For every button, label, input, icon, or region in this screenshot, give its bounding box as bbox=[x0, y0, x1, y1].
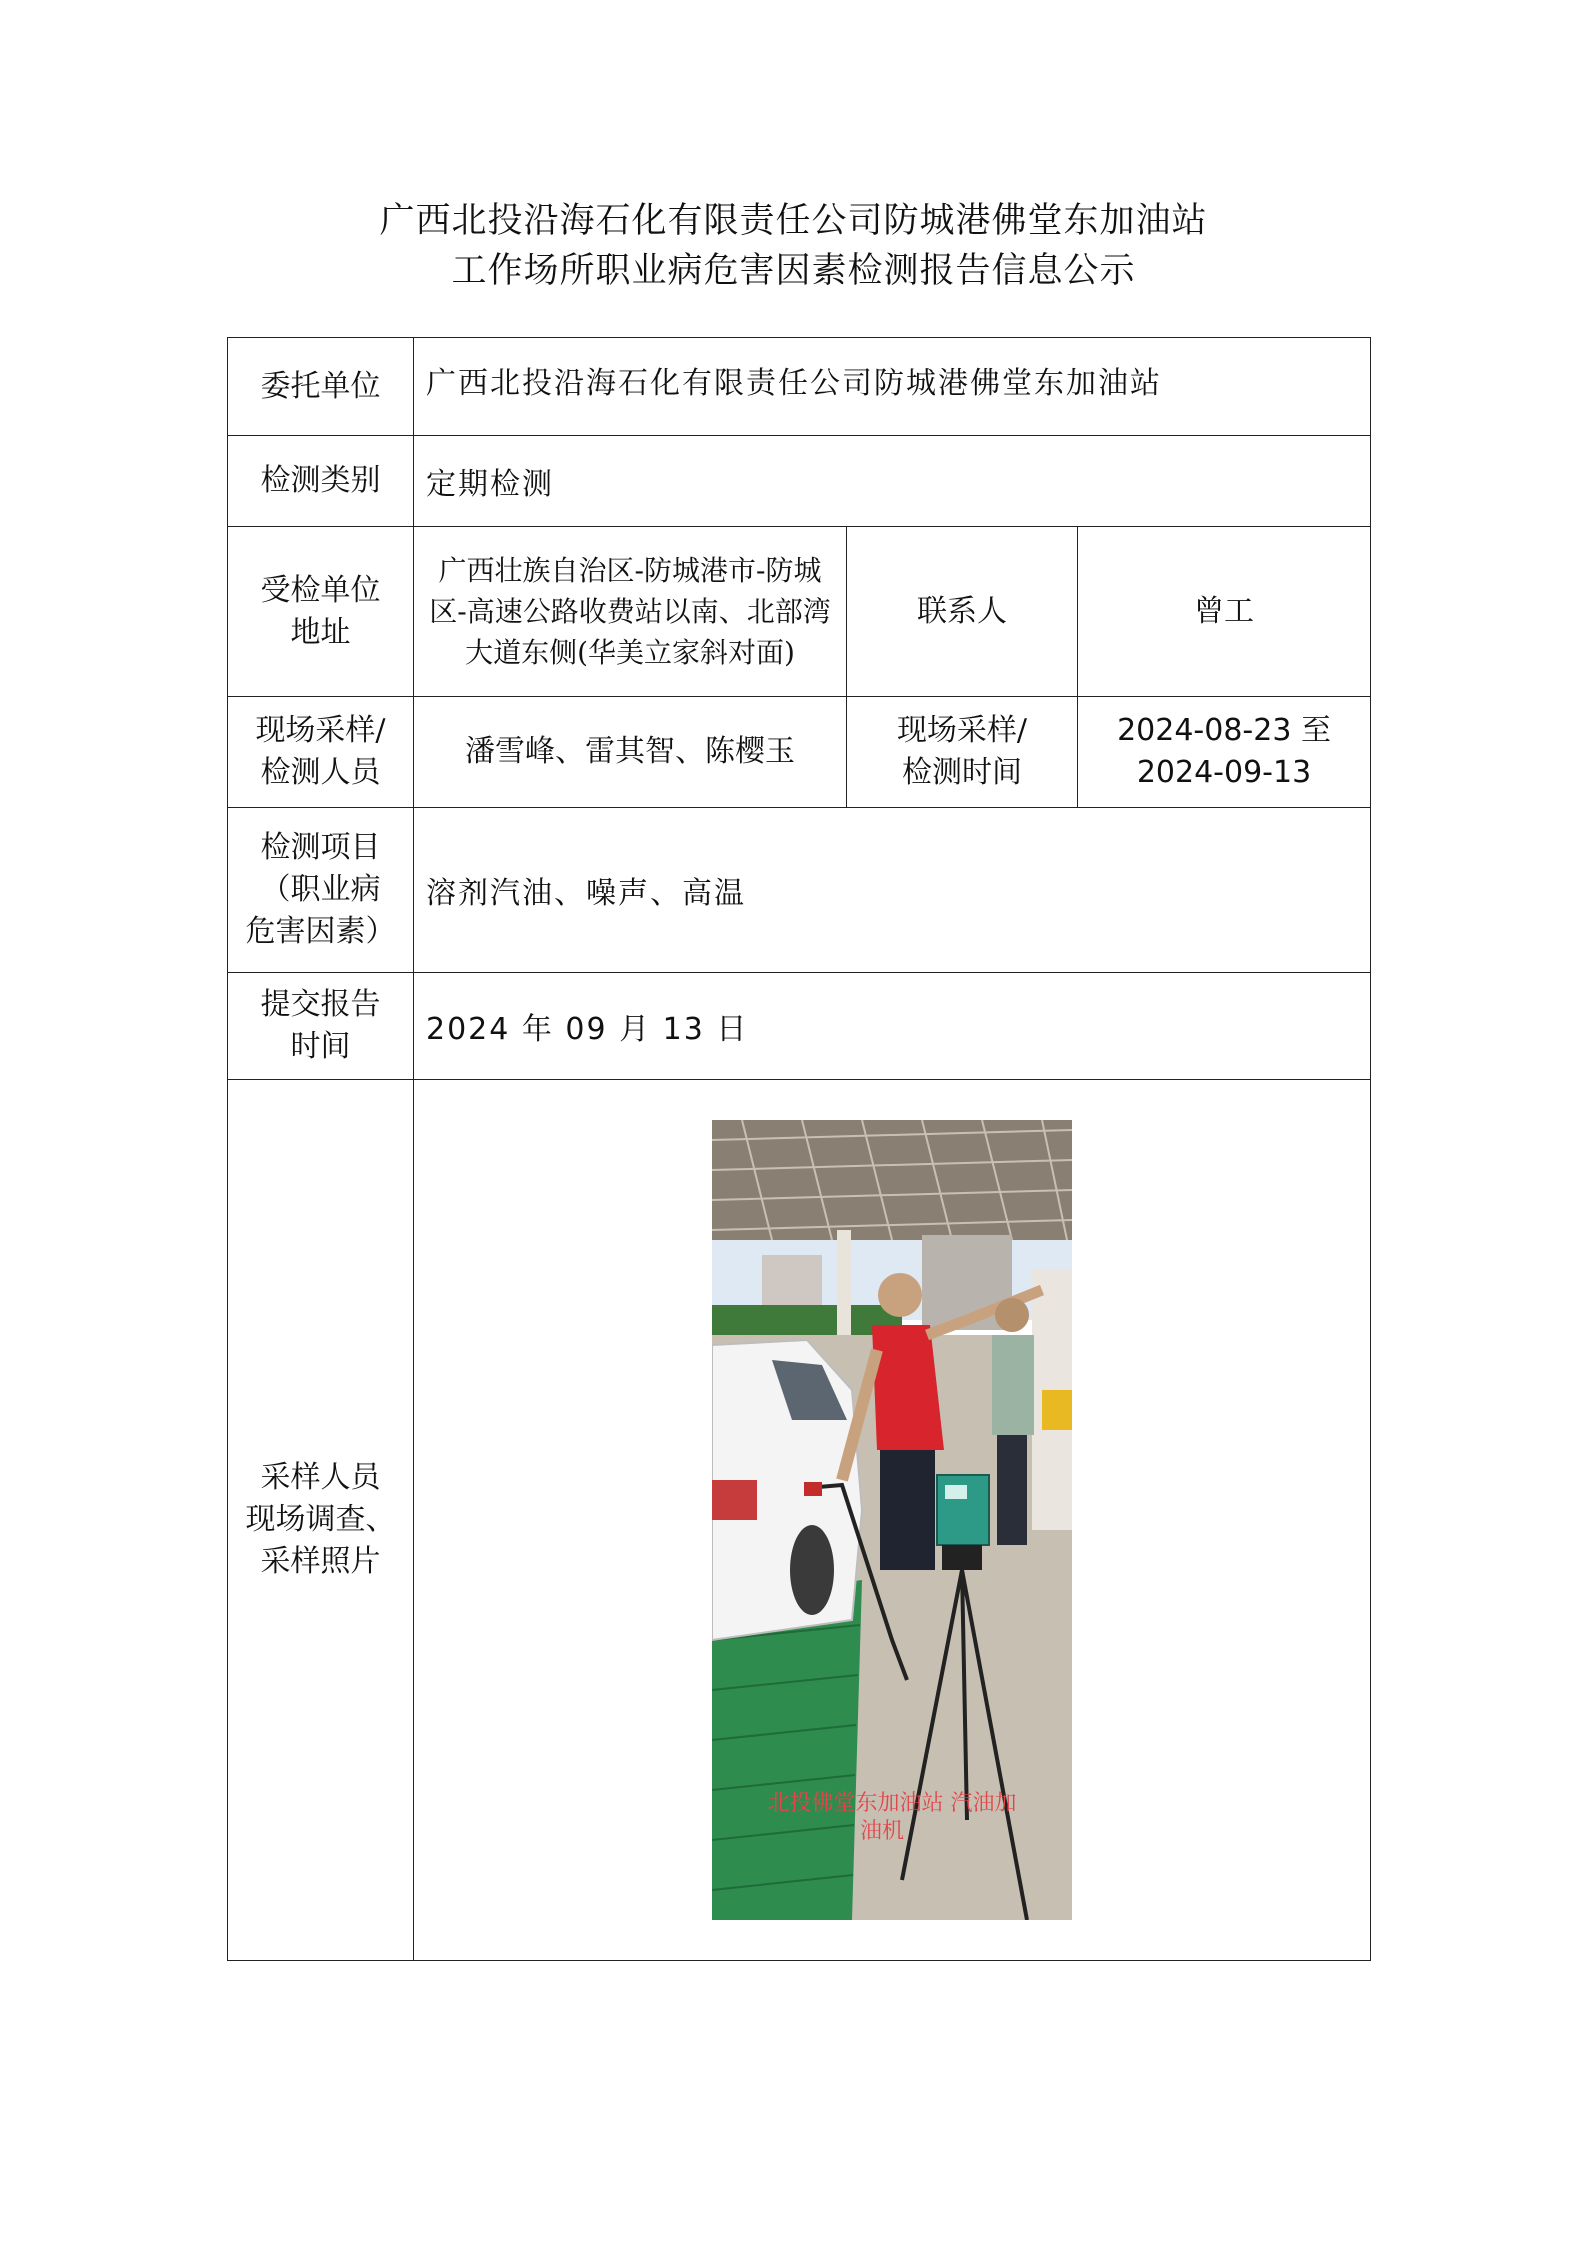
photo-label bbox=[228, 1080, 414, 1961]
items-label-line2: （职业病 bbox=[260, 872, 381, 907]
page-title-line1: 广西北投沿海石化有限责任公司防城港佛堂东加油站 bbox=[379, 201, 1208, 241]
items-label-line1: 检测项目 bbox=[260, 830, 381, 865]
photo-label-line3: 采样照片 bbox=[260, 1544, 381, 1579]
items-label bbox=[228, 808, 414, 973]
person2-head bbox=[995, 1298, 1029, 1332]
row-submit bbox=[228, 973, 1371, 1080]
client-label: 委托单位 bbox=[228, 338, 414, 436]
submit-label-line2: 时间 bbox=[290, 1029, 351, 1064]
items-label-line3: 危害因素） bbox=[245, 914, 396, 949]
address-label-line1: 受检单位 bbox=[260, 572, 381, 608]
personnel-label-line2: 检测人员 bbox=[260, 755, 381, 790]
car-wheel bbox=[790, 1525, 834, 1615]
photo-cell bbox=[414, 1080, 1371, 1961]
client-value: 广西北投沿海石化有限责任公司防城港佛堂东加油站 bbox=[414, 338, 1371, 436]
address-label bbox=[228, 527, 414, 697]
row-items bbox=[228, 808, 1371, 973]
car-taillight bbox=[712, 1480, 757, 1520]
worker-pants bbox=[880, 1450, 935, 1570]
canopy-column bbox=[837, 1230, 851, 1340]
yellow-bollard bbox=[1042, 1390, 1072, 1430]
row-photo bbox=[228, 1080, 1371, 1961]
photo-label-line1: 采样人员 bbox=[260, 1460, 381, 1495]
submit-label bbox=[228, 973, 414, 1080]
address-text: 广西壮族自治区-防城港市-防城区-高速公路收费站以南、北部湾大道东侧(华美立家斜对面) bbox=[429, 554, 831, 669]
info-table bbox=[227, 337, 1371, 1961]
submit-value: 2024 年 09 月 13 日 bbox=[414, 973, 1371, 1080]
sampler-screen bbox=[945, 1485, 967, 1499]
page-title-line2: 工作场所职业病危害因素检测报告信息公示 bbox=[451, 251, 1136, 291]
row-address bbox=[228, 527, 1371, 697]
row-client bbox=[228, 338, 1371, 436]
time-value-line2: 2024-09-13 bbox=[1136, 755, 1312, 790]
personnel-label bbox=[228, 697, 414, 808]
photo-caption-line2: 油机 bbox=[860, 1819, 905, 1844]
row-personnel bbox=[228, 697, 1371, 808]
category-label: 检测类别 bbox=[228, 436, 414, 527]
photo-caption-line1: 北投佛堂东加油站 汽油加 bbox=[767, 1791, 1017, 1816]
contact-value: 曾工 bbox=[1078, 527, 1371, 697]
time-label bbox=[847, 697, 1078, 808]
category-value: 定期检测 bbox=[414, 436, 1371, 527]
address-value bbox=[414, 527, 847, 697]
person2-body bbox=[992, 1335, 1034, 1435]
address-label-line2: 地址 bbox=[290, 614, 351, 650]
worker-head bbox=[878, 1273, 922, 1317]
time-label-line1: 现场采样/ bbox=[896, 713, 1028, 748]
contact-label: 联系人 bbox=[847, 527, 1078, 697]
sampling-photo bbox=[712, 1120, 1072, 1920]
time-value bbox=[1078, 697, 1371, 808]
items-value: 溶剂汽油、噪声、高温 bbox=[414, 808, 1371, 973]
photo-wrap bbox=[414, 1080, 1370, 1960]
person2-legs bbox=[997, 1435, 1027, 1545]
time-value-line1: 2024-08-23 至 bbox=[1117, 713, 1331, 748]
personnel-label-line1: 现场采样/ bbox=[255, 713, 386, 748]
photo-label-line2: 现场调查、 bbox=[245, 1502, 396, 1537]
fuel-nozzle bbox=[804, 1482, 822, 1496]
row-category bbox=[228, 436, 1371, 527]
time-label-line2: 检测时间 bbox=[902, 755, 1022, 790]
sampler-mount bbox=[942, 1545, 982, 1570]
personnel-value: 潘雪峰、雷其智、陈樱玉 bbox=[414, 697, 847, 808]
submit-label-line1: 提交报告 bbox=[260, 987, 381, 1022]
